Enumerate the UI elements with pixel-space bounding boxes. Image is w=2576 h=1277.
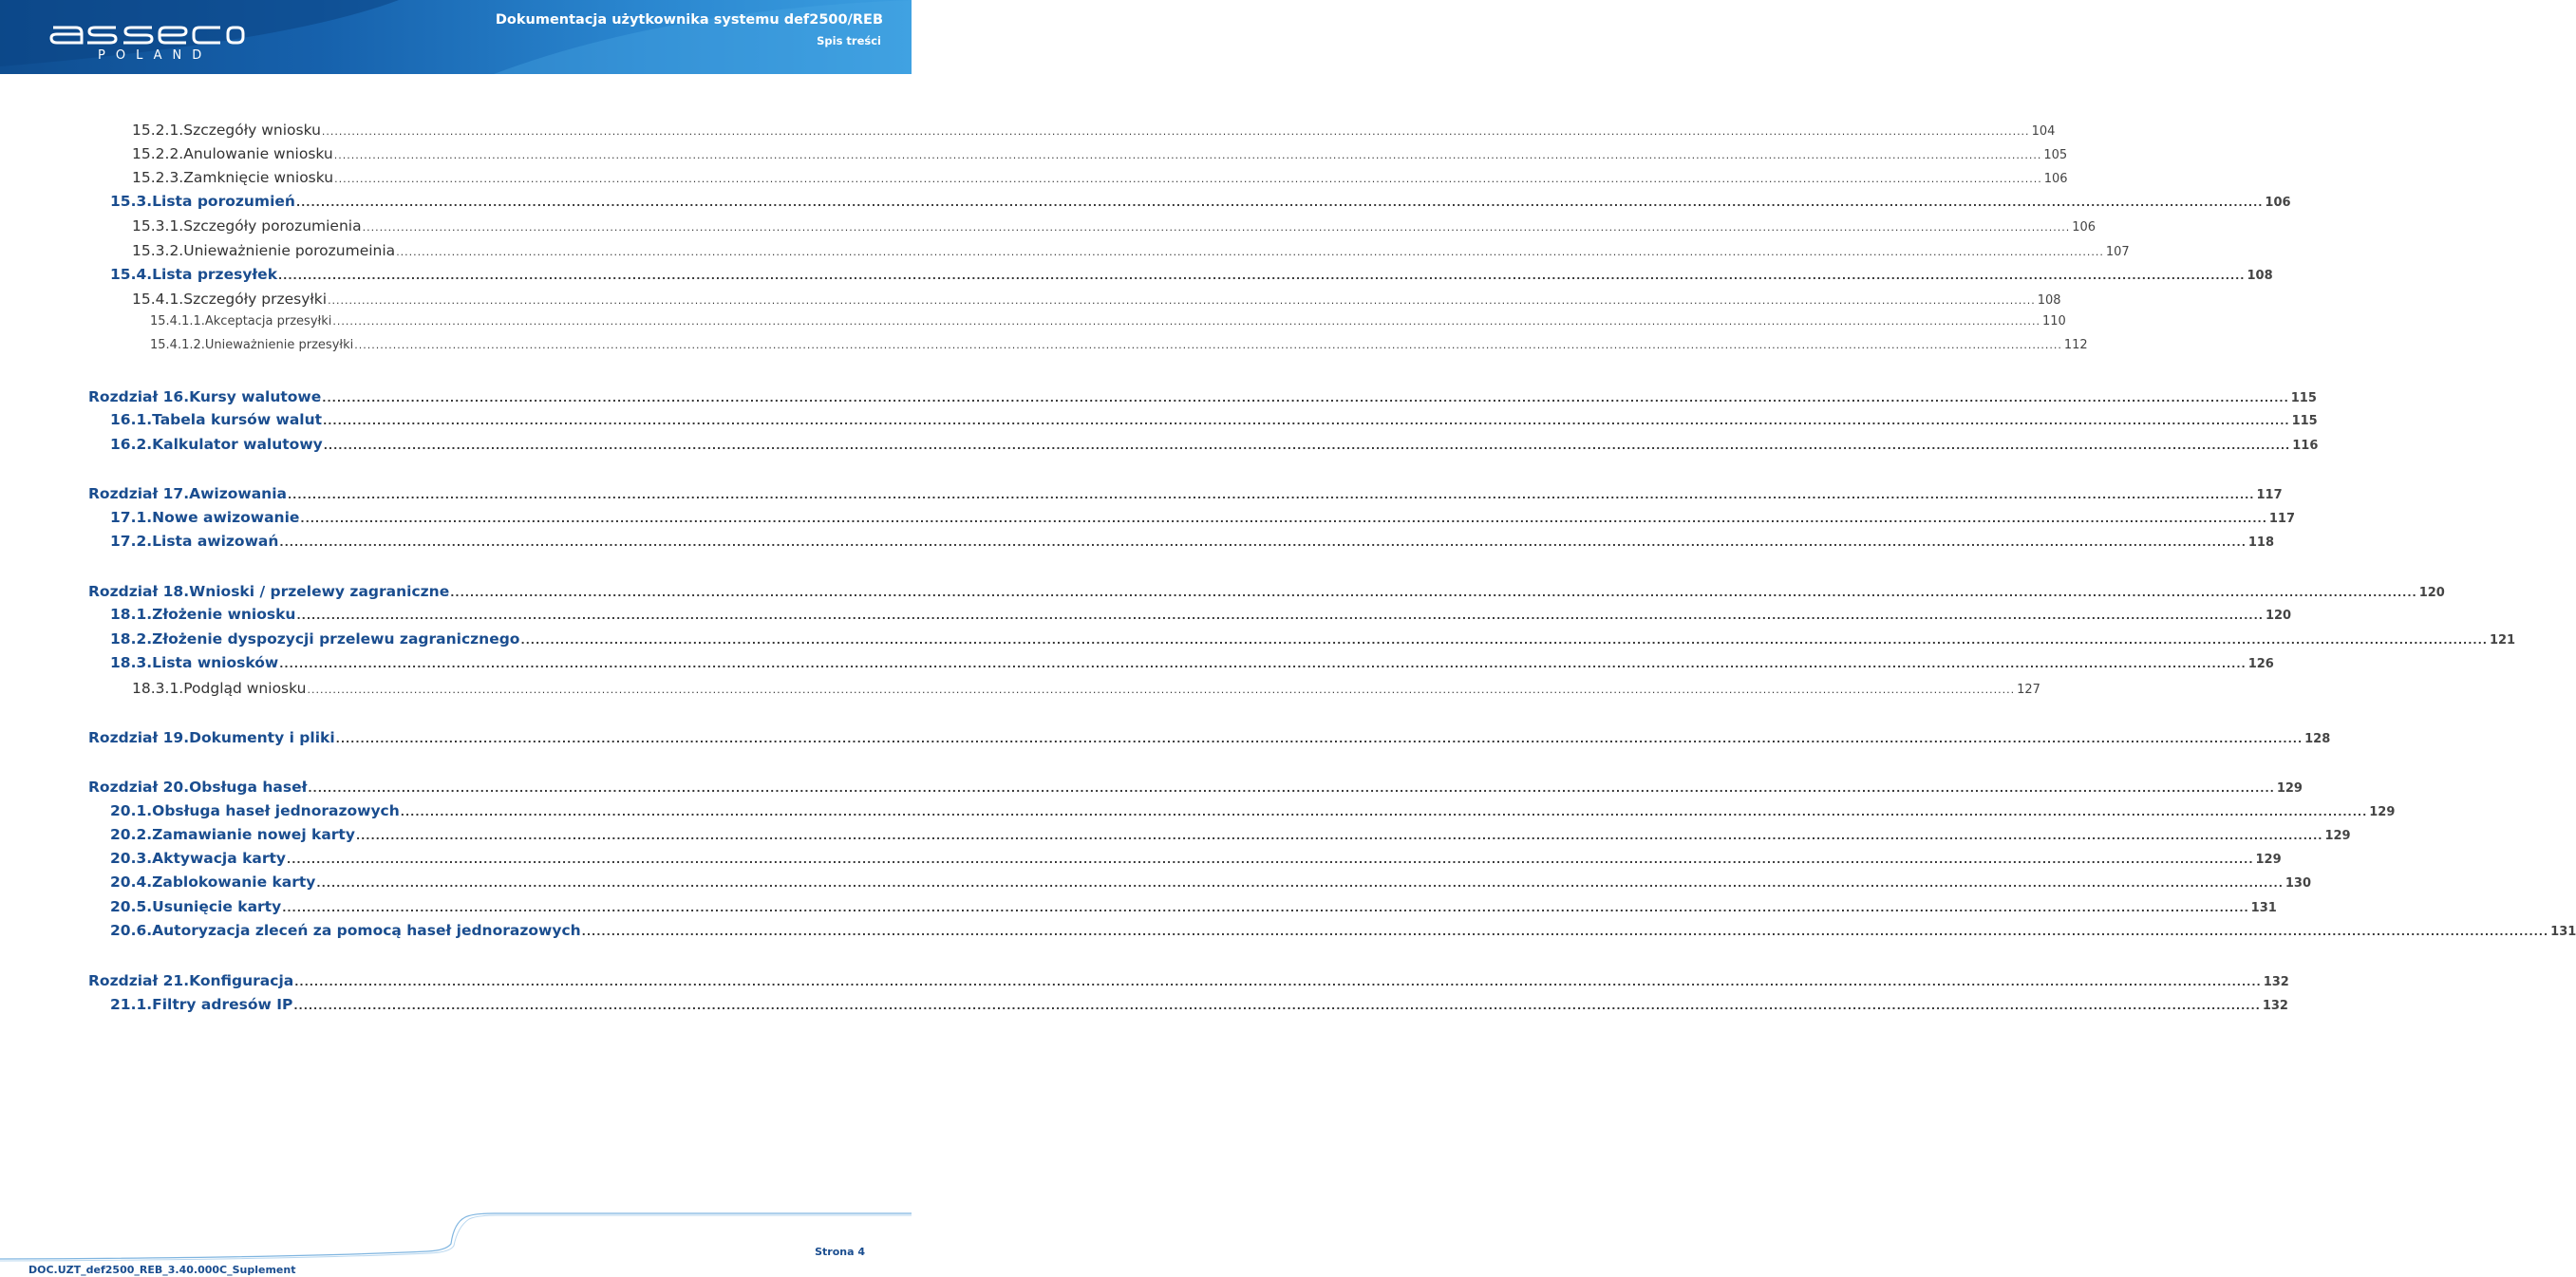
toc-entry-number: Rozdział 18. bbox=[88, 583, 190, 600]
toc-entry-number: 15.2.3. bbox=[132, 169, 184, 186]
toc-entry-page: 129 bbox=[2255, 853, 2282, 867]
toc-dot-leader: ................................................................................................................................................................................................................................................................................................................................................................................................................ bbox=[520, 634, 2488, 647]
toc-entry-page: 129 bbox=[2324, 829, 2351, 843]
toc-entry-title: Zablokowanie karty bbox=[152, 873, 316, 891]
toc-entry[interactable] bbox=[88, 779, 2303, 796]
toc-entry[interactable] bbox=[110, 266, 2273, 283]
toc-entry-title: Szczegóły wniosku bbox=[183, 122, 321, 139]
toc-entry-title: Wnioski / przelewy zagraniczne bbox=[189, 583, 450, 600]
toc-entry-page: 118 bbox=[2247, 535, 2275, 550]
toc-entry-number: Rozdział 16. bbox=[88, 388, 190, 405]
toc-entry[interactable] bbox=[132, 145, 2068, 162]
toc-dot-leader: ................................................................................................................................................................................................................................................................................................................................................................................................................ bbox=[396, 246, 2104, 258]
toc-entry[interactable] bbox=[110, 436, 2319, 453]
toc-entry-page: 104 bbox=[2031, 124, 2056, 139]
toc-dot-leader: ................................................................................................................................................................................................................................................................................................................................................................................................................ bbox=[450, 587, 2417, 599]
toc-entry-number: 20.6. bbox=[110, 922, 153, 939]
toc-entry-title: Kursy walutowe bbox=[189, 388, 322, 405]
toc-entry[interactable] bbox=[88, 388, 2317, 405]
toc-entry-page: 132 bbox=[2262, 999, 2288, 1013]
toc-entry-number: 21.1. bbox=[110, 996, 153, 1013]
toc-entry-page: 106 bbox=[2265, 196, 2291, 210]
toc-dot-leader: ................................................................................................................................................................................................................................................................................................................................................................................................................ bbox=[316, 877, 2284, 890]
toc-entry[interactable] bbox=[132, 680, 2040, 697]
footer-document-code: DOC.UZT_def2500_REB_3.40.000C_Suplement bbox=[28, 1264, 296, 1276]
toc-entry[interactable] bbox=[110, 873, 2312, 891]
toc-entry-number: 15.4.1.1. bbox=[150, 314, 205, 329]
toc-entry-number: 15.2.1. bbox=[132, 122, 184, 139]
toc-dot-leader: ................................................................................................................................................................................................................................................................................................................................................................................................................ bbox=[328, 294, 2036, 307]
toc-entry-page: 129 bbox=[2369, 805, 2396, 819]
toc-entry-number: Rozdział 21. bbox=[88, 972, 190, 989]
toc-entry-title: Unieważnienie przesyłki bbox=[204, 338, 354, 352]
toc-entry-number: 15.3.1. bbox=[132, 217, 184, 235]
toc-entry-page: 129 bbox=[2276, 781, 2303, 796]
toc-entry[interactable] bbox=[110, 193, 2291, 210]
toc-dot-leader: ................................................................................................................................................................................................................................................................................................................................................................................................................ bbox=[581, 926, 2549, 938]
toc-entry[interactable] bbox=[110, 826, 2351, 843]
toc-entry-title: Unieważnienie porozumeinia bbox=[183, 242, 396, 259]
toc-entry-page: 105 bbox=[2043, 148, 2068, 162]
toc-entry-number: 20.2. bbox=[110, 826, 153, 843]
toc-entry[interactable] bbox=[110, 606, 2292, 623]
toc-entry-page: 120 bbox=[2265, 609, 2292, 623]
toc-dot-leader: ................................................................................................................................................................................................................................................................................................................................................................................................................ bbox=[332, 315, 2040, 328]
toc-entry-page: 128 bbox=[2304, 732, 2331, 746]
toc-dot-leader: ................................................................................................................................................................................................................................................................................................................................................................................................................ bbox=[278, 270, 2246, 282]
toc-entry-title: Szczegóły porozumienia bbox=[183, 217, 362, 235]
toc-entry-page: 117 bbox=[2256, 488, 2283, 502]
toc-entry-title: Podgląd wniosku bbox=[183, 680, 307, 697]
toc-dot-leader: ................................................................................................................................................................................................................................................................................................................................................................................................................ bbox=[400, 806, 2368, 818]
toc-entry[interactable] bbox=[88, 485, 2283, 502]
toc-entry-number: 18.3. bbox=[110, 654, 153, 671]
toc-entry[interactable] bbox=[88, 729, 2331, 746]
toc-entry[interactable] bbox=[110, 654, 2274, 671]
section-title: Spis treści bbox=[817, 34, 881, 47]
toc-dot-leader: ................................................................................................................................................................................................................................................................................................................................................................................................................ bbox=[335, 733, 2303, 745]
toc-entry-page: 131 bbox=[2250, 901, 2277, 915]
toc-entry-title: Złożenie dyspozycji przelewu zagranicznego bbox=[152, 630, 520, 648]
toc-entry-page: 121 bbox=[2489, 633, 2516, 648]
asseco-logo bbox=[47, 23, 247, 47]
toc-entry-title: Aktywacja karty bbox=[152, 850, 287, 867]
toc-entry-page: 112 bbox=[2063, 338, 2088, 352]
toc-dot-leader: ................................................................................................................................................................................................................................................................................................................................................................................................................ bbox=[279, 658, 2247, 670]
toc-entry-title: Autoryzacja zleceń za pomocą haseł jednorazowych bbox=[152, 922, 581, 939]
page-header bbox=[0, 0, 912, 74]
toc-dot-leader: ................................................................................................................................................................................................................................................................................................................................................................................................................ bbox=[293, 1000, 2261, 1012]
toc-dot-leader: ................................................................................................................................................................................................................................................................................................................................................................................................................ bbox=[296, 610, 2264, 622]
toc-entry-title: Akceptacja przesyłki bbox=[204, 314, 332, 329]
toc-entry[interactable] bbox=[110, 630, 2516, 648]
toc-dot-leader: ................................................................................................................................................................................................................................................................................................................................................................................................................ bbox=[294, 976, 2262, 988]
toc-entry-number: Rozdział 20. bbox=[88, 779, 190, 796]
toc-entry-page: 117 bbox=[2268, 512, 2296, 526]
toc-entry[interactable] bbox=[150, 338, 2088, 352]
toc-entry-page: 127 bbox=[2017, 683, 2040, 697]
toc-entry-number: 17.2. bbox=[110, 533, 153, 550]
toc-entry-number: 20.4. bbox=[110, 873, 153, 891]
toc-entry[interactable] bbox=[132, 169, 2068, 186]
toc-entry-number: 16.2. bbox=[110, 436, 153, 453]
toc-entry-title: Lista przesyłek bbox=[152, 266, 277, 283]
toc-entry-title: Dokumenty i pliki bbox=[189, 729, 335, 746]
toc-entry-title: Obsługa haseł bbox=[189, 779, 308, 796]
toc-entry-title: Lista wniosków bbox=[152, 654, 279, 671]
toc-entry[interactable] bbox=[110, 922, 2576, 939]
toc-dot-leader: ................................................................................................................................................................................................................................................................................................................................................................................................................ bbox=[362, 221, 2071, 234]
toc-entry-page: 108 bbox=[2247, 269, 2273, 283]
toc-entry-page: 126 bbox=[2247, 657, 2274, 671]
toc-entry-number: Rozdział 17. bbox=[88, 485, 190, 502]
toc-entry[interactable] bbox=[132, 291, 2061, 308]
toc-entry-number: 17.1. bbox=[110, 509, 153, 526]
toc-entry-page: 108 bbox=[2037, 293, 2061, 308]
toc-entry-number: 18.1. bbox=[110, 606, 153, 623]
toc-entry-title: Kalkulator walutowy bbox=[152, 436, 323, 453]
toc-entry-number: 20.1. bbox=[110, 802, 153, 819]
toc-entry[interactable] bbox=[132, 122, 2056, 139]
toc-dot-leader: ................................................................................................................................................................................................................................................................................................................................................................................................................ bbox=[323, 415, 2290, 427]
toc-entry-title: Konfiguracja bbox=[189, 972, 294, 989]
toc-dot-leader: ................................................................................................................................................................................................................................................................................................................................................................................................................ bbox=[288, 489, 2255, 501]
toc-entry-page: 131 bbox=[2550, 925, 2576, 939]
toc-dot-leader: ................................................................................................................................................................................................................................................................................................................................................................................................................ bbox=[321, 125, 2030, 138]
toc-entry[interactable] bbox=[110, 533, 2275, 550]
toc-entry-page: 120 bbox=[2418, 586, 2445, 600]
toc-dot-leader: ................................................................................................................................................................................................................................................................................................................................................................................................................ bbox=[334, 173, 2042, 185]
toc-entry-title: Szczegóły przesyłki bbox=[183, 291, 328, 308]
toc-entry-number: 18.2. bbox=[110, 630, 153, 648]
toc-entry-page: 110 bbox=[2042, 314, 2066, 329]
toc-entry-page: 106 bbox=[2043, 172, 2068, 186]
toc-entry-number: 15.2.2. bbox=[132, 145, 184, 162]
logo-subtitle: POLAND bbox=[98, 48, 213, 63]
toc-entry[interactable] bbox=[110, 898, 2277, 915]
footer-page-number: Strona 4 bbox=[815, 1246, 865, 1258]
toc-entry[interactable] bbox=[110, 411, 2318, 428]
toc-entry-page: 116 bbox=[2292, 439, 2319, 453]
toc-dot-leader: ................................................................................................................................................................................................................................................................................................................................................................................................................ bbox=[295, 197, 2264, 209]
toc-dot-leader: ................................................................................................................................................................................................................................................................................................................................................................................................................ bbox=[282, 902, 2249, 914]
toc-dot-leader: ................................................................................................................................................................................................................................................................................................................................................................................................................ bbox=[355, 830, 2323, 842]
toc-entry-page: 106 bbox=[2072, 220, 2097, 235]
toc-entry[interactable] bbox=[110, 509, 2296, 526]
toc-entry-number: 15.4. bbox=[110, 266, 153, 283]
toc-entry-title: Lista awizowań bbox=[152, 533, 279, 550]
document-title: Dokumentacja użytkownika systemu def2500/REB bbox=[495, 12, 883, 28]
toc-dot-leader: ................................................................................................................................................................................................................................................................................................................................................................................................................ bbox=[323, 440, 2291, 452]
toc-entry[interactable] bbox=[88, 583, 2445, 600]
toc-entry-title: Obsługa haseł jednorazowych bbox=[152, 802, 400, 819]
toc-entry-number: 20.3. bbox=[110, 850, 153, 867]
toc-entry[interactable] bbox=[110, 996, 2288, 1013]
toc-entry-number: 15.3. bbox=[110, 193, 153, 210]
toc-dot-leader: ................................................................................................................................................................................................................................................................................................................................................................................................................ bbox=[300, 513, 2267, 525]
toc-entry[interactable] bbox=[132, 242, 2130, 259]
toc-dot-leader: ................................................................................................................................................................................................................................................................................................................................................................................................................ bbox=[322, 392, 2289, 404]
toc-entry-page: 115 bbox=[2290, 391, 2317, 405]
toc-entry-number: 15.4.1.2. bbox=[150, 338, 205, 352]
toc-entry-number: 15.4.1. bbox=[132, 291, 184, 308]
toc-dot-leader: ................................................................................................................................................................................................................................................................................................................................................................................................................ bbox=[354, 339, 2062, 351]
toc-entry-title: Zamawianie nowej karty bbox=[152, 826, 355, 843]
toc-entry[interactable] bbox=[110, 850, 2282, 867]
toc-entry-number: 15.3.2. bbox=[132, 242, 184, 259]
toc-entry-page: 107 bbox=[2105, 245, 2130, 259]
toc-entry-title: Zamknięcie wniosku bbox=[183, 169, 334, 186]
toc-dot-leader: ................................................................................................................................................................................................................................................................................................................................................................................................................ bbox=[333, 149, 2042, 161]
toc-entry[interactable] bbox=[88, 972, 2289, 989]
toc-entry-title: Złożenie wniosku bbox=[152, 606, 296, 623]
toc-entry-page: 115 bbox=[2291, 414, 2318, 428]
toc-entry[interactable] bbox=[110, 802, 2396, 819]
toc-entry-title: Anulowanie wniosku bbox=[183, 145, 333, 162]
toc-entry-title: Tabela kursów walut bbox=[152, 411, 323, 428]
toc-dot-leader: ................................................................................................................................................................................................................................................................................................................................................................................................................ bbox=[308, 782, 2275, 795]
toc-entry-number: 20.5. bbox=[110, 898, 153, 915]
toc-dot-leader: ................................................................................................................................................................................................................................................................................................................................................................................................................ bbox=[279, 536, 2247, 549]
toc-entry-page: 132 bbox=[2263, 975, 2289, 989]
toc-dot-leader: ................................................................................................................................................................................................................................................................................................................................................................................................................ bbox=[307, 684, 2016, 696]
toc-dot-leader: ................................................................................................................................................................................................................................................................................................................................................................................................................ bbox=[287, 854, 2254, 866]
toc-entry-title: Awizowania bbox=[189, 485, 287, 502]
toc-entry-number: 16.1. bbox=[110, 411, 153, 428]
toc-entry-number: Rozdział 19. bbox=[88, 729, 190, 746]
toc-entry-number: 18.3.1. bbox=[132, 680, 184, 697]
toc-entry-title: Filtry adresów IP bbox=[152, 996, 293, 1013]
toc-entry-title: Usunięcie karty bbox=[152, 898, 282, 915]
toc-entry-page: 130 bbox=[2285, 876, 2312, 891]
toc-entry-title: Nowe awizowanie bbox=[152, 509, 300, 526]
toc-entry[interactable] bbox=[150, 314, 2066, 329]
toc-entry-title: Lista porozumień bbox=[152, 193, 295, 210]
toc-entry[interactable] bbox=[132, 217, 2097, 235]
